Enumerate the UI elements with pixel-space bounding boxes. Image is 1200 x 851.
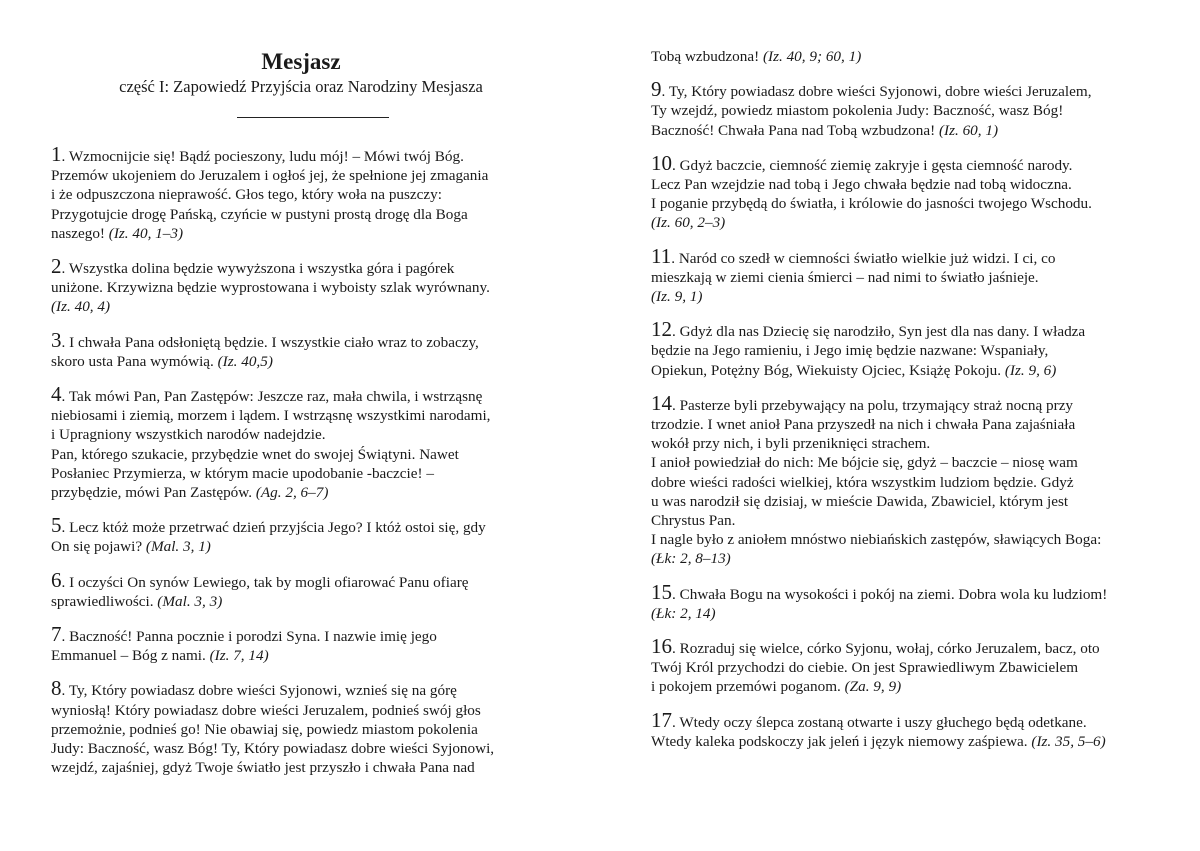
verse-line bbox=[51, 701, 551, 720]
page-subtitle: część I: Zapowiedź Przyjścia oraz Narodziny Mesjasza bbox=[119, 77, 483, 96]
verse-line bbox=[51, 205, 551, 224]
verse-line bbox=[651, 390, 1151, 415]
verse-line bbox=[651, 361, 1151, 380]
verse-text: skoro usta Pana wymówią. bbox=[51, 352, 214, 370]
verse-number: 4 bbox=[51, 382, 62, 407]
verse-line bbox=[51, 483, 551, 502]
verse-text: wyniosłą! Który powiadasz dobre wieści Jeruzalem, podnieś swój głos bbox=[51, 701, 481, 719]
verse bbox=[51, 622, 551, 665]
verse-number: 15 bbox=[651, 579, 672, 604]
verse-text: przybędzie, mówi Pan Zastępów. bbox=[51, 484, 253, 502]
verse-line bbox=[651, 121, 1151, 140]
verse-line bbox=[51, 278, 551, 297]
verse-reference: (Łk: 2, 8–13) bbox=[651, 550, 731, 568]
verse-text: . Ty, Który powiadasz dobre wieści Syjonowi, dobre wieści Jeruzalem, bbox=[661, 83, 1092, 101]
verse-line bbox=[651, 530, 1151, 549]
verse-text: . Lecz któż może przetrwać dzień przyjścia Jego? I któż ostoi się, gdy bbox=[61, 519, 486, 537]
verse-number: 11 bbox=[651, 243, 672, 268]
verse-line bbox=[651, 707, 1151, 732]
verse-number: 2 bbox=[51, 254, 62, 279]
verse-text: . I oczyści On synów Lewiego, tak by mogli ofiarować Panu ofiarę bbox=[61, 573, 469, 591]
verse-line bbox=[51, 567, 551, 592]
verse-reference: (Mal. 3, 3) bbox=[157, 592, 223, 610]
verse-text: Ty wzejdź, powiedz miastom pokolenia Judy: Baczność, wasz Bóg! bbox=[651, 102, 1064, 120]
verse-text: . Chwała Bogu na wysokości i pokój na ziemi. Dobra wola ku ludziom! bbox=[672, 585, 1108, 603]
verse bbox=[51, 142, 551, 243]
verse-number: 8 bbox=[51, 676, 62, 701]
verse-line bbox=[51, 382, 551, 407]
verse-reference: (Ag. 2, 6–7) bbox=[255, 484, 329, 502]
verse-line bbox=[651, 453, 1151, 472]
verse-line bbox=[51, 622, 551, 647]
verse-text: . Tak mówi Pan, Pan Zastępów: Jeszcze raz, mała chwila, i wstrząsnę bbox=[61, 388, 483, 406]
verse-line bbox=[51, 425, 551, 444]
verse-line bbox=[51, 464, 551, 483]
verse-text: . Baczność! Panna pocznie i porodzi Syna. I nazwie imię jego bbox=[61, 628, 437, 646]
verse-text: . Wtedy oczy ślepca zostaną otwarte i uszy głuchego będą odetkane. bbox=[672, 713, 1087, 731]
verse-text: Lecz Pan wzejdzie nad tobą i Jego chwała będzie nad tobą widoczna. bbox=[651, 176, 1072, 194]
verse-line bbox=[51, 166, 551, 185]
verse-number: 7 bbox=[51, 622, 62, 647]
verse-line bbox=[651, 415, 1151, 434]
verse-reference: (Iz. 40,5) bbox=[217, 352, 273, 370]
verse-text: naszego! bbox=[51, 224, 105, 242]
verse-line bbox=[651, 317, 1151, 342]
verse-reference: (Iz. 7, 14) bbox=[209, 647, 269, 665]
verse-number: 6 bbox=[51, 567, 62, 592]
verse bbox=[651, 47, 1151, 66]
verse-text: przemożnie, podnieś go! Nie obawiaj się, powiedz miastom pokolenia bbox=[51, 720, 478, 738]
verse-text: . Naród co szedł w ciemności światło wielkie już widzi. I ci, co bbox=[671, 249, 1056, 267]
verse-line bbox=[51, 142, 551, 166]
verse bbox=[51, 513, 551, 556]
verse-text: Emmanuel – Bóg z nami. bbox=[51, 647, 206, 665]
verse-text: Wtedy kaleka podskoczy jak jeleń i język niemowy zaśpiewa. bbox=[651, 732, 1028, 750]
verse-reference: (Iz. 60, 1) bbox=[938, 121, 999, 139]
verse-text: uniżone. Krzywizna będzie wyprostowana i wyboisty szlak wyrównany. bbox=[51, 279, 490, 297]
verse-text: Przygotujcie drogę Pańską, czyńcie w pustyni prostą drogę dla Boga bbox=[51, 205, 468, 223]
verse-line bbox=[651, 150, 1151, 175]
verse-line bbox=[651, 492, 1151, 511]
verse-text: Twój Król przychodzi do ciebie. On jest Sprawiedliwym Zbawicielem bbox=[651, 659, 1079, 677]
verse bbox=[51, 254, 551, 317]
verse-number: 3 bbox=[51, 327, 62, 352]
verse-text: wzejdź, zajaśniej, gdyż Twoje światło jest przyszło i chwała Pana nad bbox=[51, 759, 475, 777]
verse-line bbox=[651, 341, 1151, 360]
verse-line bbox=[651, 511, 1151, 530]
verse bbox=[651, 707, 1151, 751]
verse-text: Baczność! Chwała Pana nad Tobą wzbudzona! bbox=[651, 121, 936, 139]
verse-text: Przemów ukojeniem do Jeruzalem i ogłoś jej, że spełnione jej zmagania bbox=[51, 167, 489, 185]
verse-text: I poganie przybędą do światła, i królowie do jasności twojego Wschodu. bbox=[651, 195, 1092, 213]
verse bbox=[651, 77, 1151, 140]
verse-line bbox=[51, 254, 551, 279]
verse-line bbox=[651, 604, 1151, 623]
verse-reference: (Iz. 40, 9; 60, 1) bbox=[762, 48, 862, 65]
verse-text: . Wszystka dolina będzie wywyższona i wszystka góra i pagórek bbox=[61, 260, 455, 278]
verse-line bbox=[651, 579, 1151, 604]
verse-line bbox=[651, 268, 1151, 287]
verse-text: niebiosami i ziemią, morzem i lądem. I wstrząsnę wszystkimi narodami, bbox=[51, 407, 491, 425]
verse-line bbox=[651, 549, 1151, 568]
verse-text: Judy: Baczność, wasz Bóg! Ty, Który powiadasz dobre wieści Syjonowi, bbox=[51, 740, 495, 758]
verse-number: 5 bbox=[51, 513, 62, 538]
verse-line bbox=[651, 287, 1151, 306]
verse-text: . Pasterze byli przebywający na polu, trzymający straż nocną przy bbox=[672, 396, 1074, 414]
verse-reference: (Iz. 40, 1–3) bbox=[108, 224, 184, 242]
verse-reference: (Za. 9, 9) bbox=[844, 678, 902, 696]
verse bbox=[51, 327, 551, 371]
verse-line bbox=[51, 676, 551, 701]
verse-line bbox=[651, 213, 1151, 232]
verse-reference: (Iz. 60, 2–3) bbox=[651, 214, 726, 232]
verse-line bbox=[651, 194, 1151, 213]
verse-line bbox=[51, 720, 551, 739]
page-title: Mesjasz bbox=[261, 49, 341, 74]
verse-text: Opiekun, Potężny Bóg, Wiekuisty Ojciec, Książę Pokoju. bbox=[651, 361, 1002, 379]
verse bbox=[51, 567, 551, 611]
verse bbox=[651, 390, 1151, 569]
verse-line bbox=[51, 297, 551, 316]
verse-line bbox=[651, 677, 1151, 696]
verse-text: . Rozraduj się wielce, córko Syjonu, wołaj, córko Jeruzalem, bacz, oto bbox=[672, 640, 1100, 658]
verse-line bbox=[651, 732, 1151, 751]
verse-text: . Wzmocnijcie się! Bądź pocieszony, ludu mój! – Mówi twój Bóg. bbox=[61, 148, 464, 165]
verse-line bbox=[51, 537, 551, 556]
verse-number: 9 bbox=[651, 77, 662, 102]
verse-line bbox=[51, 758, 551, 777]
verse-text: Chrystus Pan. bbox=[651, 512, 736, 530]
verse-text: On się pojawi? bbox=[51, 538, 143, 556]
verse-number: 17 bbox=[651, 707, 672, 732]
verse bbox=[651, 317, 1151, 380]
verse-line bbox=[651, 473, 1151, 492]
verse-line bbox=[51, 445, 551, 464]
verse-reference: (Mal. 3, 1) bbox=[145, 538, 211, 556]
verse-line bbox=[651, 658, 1151, 677]
verse-line bbox=[51, 646, 551, 665]
verse-line bbox=[51, 406, 551, 425]
verse-text: dobre wieści radości wielkiej, która wszystkim ludziom będzie. Gdyż bbox=[651, 473, 1074, 491]
verse-text: I nagle było z aniołem mnóstwo niebiańskich zastępów, sławiących Boga: bbox=[651, 531, 1102, 549]
verse-text: sprawiedliwości. bbox=[51, 592, 154, 610]
verse-number: 16 bbox=[651, 634, 672, 659]
verse-number: 14 bbox=[651, 390, 672, 415]
right-column bbox=[651, 47, 1151, 765]
verse-text: . I chwała Pana odsłoniętą będzie. I wszystkie ciało wraz to zobaczy, bbox=[61, 333, 479, 351]
verse-line bbox=[51, 352, 551, 371]
verse bbox=[51, 382, 551, 502]
verse-line bbox=[51, 224, 551, 243]
verse-text: I anioł powiedział do nich: Me bójcie się, gdyż – baczcie – niosę wam bbox=[651, 454, 1078, 472]
verse-text: Pan, którego szukacie, przybędzie wnet do swojej Świątyni. Nawet bbox=[51, 445, 459, 463]
verse bbox=[51, 676, 551, 777]
verse-text: Posłaniec Przymierza, w którym macie upodobanie -baczcie! – bbox=[51, 464, 434, 482]
verse-text: . Gdyż baczcie, ciemność ziemię zakryje i gęsta ciemność narody. bbox=[672, 156, 1073, 174]
verse-line bbox=[651, 243, 1151, 268]
verse-line bbox=[651, 77, 1151, 102]
verse bbox=[651, 243, 1151, 307]
verse-reference: (Iz. 9, 6) bbox=[1004, 361, 1057, 379]
verse-text: i pokojem przemówi poganom. bbox=[651, 678, 841, 696]
verse-reference: (Iz. 35, 5–6) bbox=[1031, 732, 1106, 750]
verse-text: Tobą wzbudzona! bbox=[651, 48, 760, 65]
verse-line bbox=[51, 513, 551, 538]
verse-number: 1 bbox=[51, 142, 62, 166]
verse-number: 12 bbox=[651, 317, 672, 342]
verse-line bbox=[51, 327, 551, 352]
verse-text: będzie na Jego ramieniu, i Jego imię będzie nazwane: Wspaniały, bbox=[651, 342, 1049, 360]
verse-text: mieszkają w ziemi cienia śmierci – nad nimi to światło jaśnieje. bbox=[651, 268, 1039, 286]
verse-reference: (Łk: 2, 14) bbox=[651, 604, 716, 622]
verse-text: i Upragniony wszystkich narodów nadejdzie. bbox=[51, 426, 326, 444]
verse-line bbox=[651, 101, 1151, 120]
verse bbox=[651, 634, 1151, 697]
verse-reference: (Iz. 9, 1) bbox=[651, 288, 703, 306]
verse-line bbox=[51, 592, 551, 611]
verse-line bbox=[651, 634, 1151, 659]
verse-text: i że odpuszczona nieprawość. Głos tego, który woła na puszczy: bbox=[51, 186, 442, 204]
verse-line bbox=[51, 185, 551, 204]
verse-text: . Gdyż dla nas Dziecię się narodziło, Syn jest dla nas dany. I władza bbox=[672, 323, 1086, 341]
verse-text: wokół przy nich, i byli przeniknięci strachem. bbox=[651, 435, 931, 453]
title-divider bbox=[237, 117, 389, 118]
verse-line bbox=[651, 47, 1151, 66]
verse-text: . Ty, Który powiadasz dobre wieści Syjonowi, wznieś się na górę bbox=[61, 682, 457, 700]
verse-line bbox=[651, 434, 1151, 453]
verse-reference: (Iz. 40, 4) bbox=[51, 298, 111, 316]
verse-line bbox=[51, 739, 551, 758]
verse-text: u was narodził się dzisiaj, w mieście Dawida, Zbawiciel, którym jest bbox=[651, 492, 1069, 510]
verse-line bbox=[651, 175, 1151, 194]
left-column bbox=[51, 142, 551, 791]
verse bbox=[651, 579, 1151, 623]
verse-text: trzodzie. I wnet anioł Pana przyszedł na nich i chwała Pana zajaśniała bbox=[651, 416, 1076, 434]
verse bbox=[651, 150, 1151, 233]
verse-number: 10 bbox=[651, 150, 672, 175]
